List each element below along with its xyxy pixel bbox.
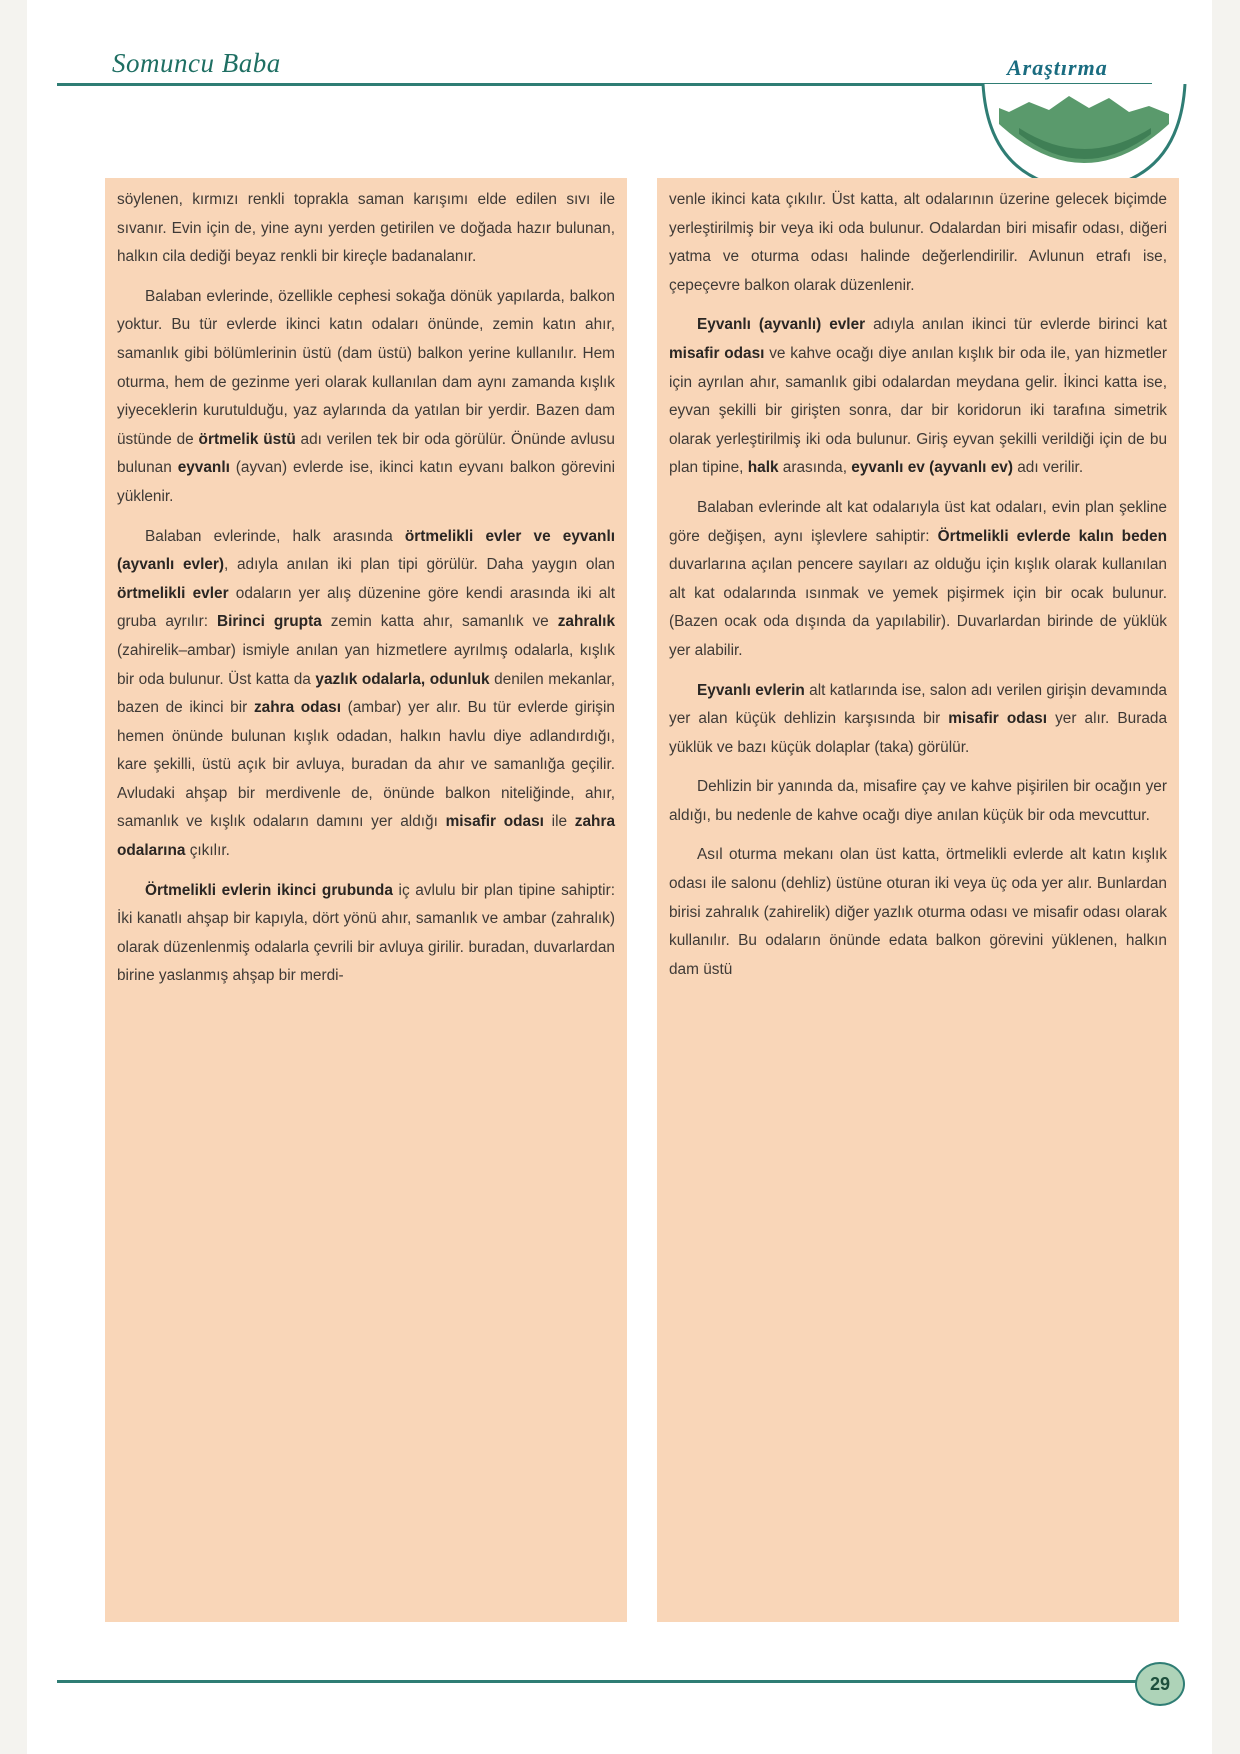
paragraph-text: ve kahve ocağı diye anılan kışlık bir oda ile, yan hizmetler için ayrılan ahır, samanlık gibi odalardan meydana gelir. İkinci katta ise, eyvan şekilli bir girişten sonra, dar bir koridorun iki tarafına simetrik olarak yerleştirilmiş iki oda bulunur. Giriş eyvan şekilli verildiği için de bu plan tipine, [669, 344, 1167, 477]
paragraph-text: venle ikinci kata çıkılır. Üst katta, alt odalarının üzerine gelecek biçimde yerleştirilmiş bir veya iki oda bulunur. Odalardan biri misafir odası, diğeri yatma ve oturma odası halinde değerlendirilir. Avlunun etrafı ise, çepeçevre balkon olarak düzenlenir. [669, 191, 1167, 294]
term-ortmelik-ustu: örtmelik üstü [198, 430, 296, 448]
paragraph [117, 877, 615, 991]
article-body [105, 178, 1197, 1622]
paragraph [669, 311, 1167, 483]
text-column-right [657, 178, 1179, 1622]
paragraph-text: Balaban evlerinde, halk arasında [145, 527, 405, 545]
paragraph-text: Balaban evlerinde alt kat odalarıyla üst kat odaları, evin plan şekline göre değişen, aynı işlevlere sahiptir: [669, 498, 1167, 545]
paragraph [669, 773, 1167, 830]
paragraph [669, 841, 1167, 984]
term-misafir-odasi: misafir odası [445, 813, 544, 831]
paragraph-text: arasında, [778, 459, 852, 477]
term-halk: halk [747, 459, 779, 477]
paragraph-text: Balaban evlerinde, özellikle cephesi sokağa dönük yapılarda, balkon yoktur. Bu tür evlerde ikinci katın odaları önünde, zemin katın ahır, samanlık gibi bölümlerinin üstü (dam üstü) balkon yerine kullanılır. Hem oturma, hem de gezinme yeri olarak kullanılan dam aynı zamanda kışlık yiyeceklerin kurutulduğu, yaz aylarında da yatılan bir yerdir. Bazen dam üstünde de [117, 287, 615, 448]
paragraph-text: çıkılır. [185, 842, 230, 860]
paragraph [669, 186, 1167, 300]
paragraph [117, 186, 615, 272]
text-column-left [105, 178, 627, 1622]
paragraph-text: zemin katta ahır, samanlık ve [321, 613, 558, 631]
paragraph-text: yer alır. Burada yüklük ve bazı küçük dolaplar (taka) görülür. [669, 710, 1167, 756]
page-number: 29 [1135, 1662, 1185, 1706]
paragraph-text: iç avlulu bir plan tipine sahiptir: İki kanatlı ahşap bir kapıyla, dört yönü ahır, samanlık ve ambar (zahralık) olarak düzenlenmiş odalarla çevrili bir avluya girilir. buradan, duvarlardan birine yaslanmış ahşap bir merdi- [117, 881, 615, 985]
term-eyvanli-evlerin: Eyvanlı evlerin [697, 681, 805, 699]
term-eyvanli-evler: Eyvanlı (ayvanlı) evler [697, 316, 866, 334]
footer-rule [57, 1680, 1152, 1683]
paragraph-text: , adıyla anılan iki plan tipi görülür. Daha yaygın olan [224, 556, 615, 574]
term-zahra-odalarina: zahra odalarına [117, 813, 616, 860]
term-misafir-odasi: misafir odası [948, 710, 1048, 728]
term-misafir-odasi: misafir odası [669, 344, 765, 362]
term-zahra-odasi: zahra odası [253, 699, 341, 717]
paragraph-text: adı verilir. [1012, 459, 1084, 477]
paragraph-text: adıyla anılan ikinci tür evlerde birinci kat [865, 316, 1167, 334]
paragraph-text: denilen mekanlar, bazen de ikinci bir [117, 670, 615, 717]
paragraph-text: adı verilen tek bir oda görülür. Önünde avlusu bulunan [117, 430, 615, 477]
term-yazlik-odalar: yazlık odalarla, odunluk [315, 670, 490, 688]
term-eyvanli-ev: eyvanlı ev (ayvanlı ev) [851, 459, 1013, 477]
magazine-title: Somuncu Baba [112, 48, 281, 78]
paragraph-text: odaların yer alış düzenine göre kendi arasında iki alt gruba ayrılır: [117, 584, 615, 631]
paragraph-text: ile [543, 813, 575, 831]
term-eyvanli: eyvanlı [177, 459, 230, 477]
paragraph [117, 283, 615, 512]
paragraph-text: duvarlarına açılan pencere sayıları az olduğu için kışlık olarak kullanılan alt kat odalarında ısınmak ve yemek pişirmek için bir ocak bulunur. (Bazen ocak oda dışında da yapılabilir). Duvarlardan birinde de yüklük yer alabilir. [669, 556, 1167, 659]
term-ortmelikli-evler: örtmelikli evler [117, 584, 229, 602]
section-label: Araştırma [1007, 55, 1108, 80]
term-ikinci-grup: Örtmelikli evlerin ikinci grubunda [145, 881, 393, 899]
paragraph-text: (zahirelik–ambar) ismiyle anılan yan hizmetlere ayrılmış odalarla, kışlık bir oda bulunur. Üst katta da [117, 641, 615, 688]
magazine-page [27, 0, 1212, 1754]
term-kalin-beden: Örtmelikli evlerde kalın beden [937, 527, 1168, 545]
paragraph-text: (ayvan) evlerde ise, ikinci katın eyvanı balkon görevini yüklenir. [117, 459, 615, 505]
term-birinci-grupta: Birinci grupta [217, 613, 322, 631]
paragraph [669, 677, 1167, 763]
paragraph-text: Dehlizin bir yanında da, misafire çay ve kahve pişirilen bir ocağın yer aldığı, bu nedenle de kahve ocağı diye anılan küçük bir oda mevcuttur. [669, 778, 1167, 824]
paragraph-text: alt katlarında ise, salon adı verilen girişin devamında yer alan küçük dehlizin karşısında bir [669, 681, 1167, 728]
paragraph-text: (ambar) yer alır. Bu tür evlerde girişin hemen önünde bulunan kışlık odadan, halkın havlu diye adlandırdığı, kare şekilli, üstü açık bir avluya, buradan da ahır ve samanlığa geçilir. Avludaki ahşap bir merdivenle de, önünde balkon niteliğinde, ahır, samanlık ve kışlık odaların damını yer aldığı [117, 699, 615, 831]
term-ortmelikli-eyvanli-evler: örtmelikli evler ve eyvanlı (ayvanlı evler) [117, 527, 615, 574]
section-badge-landscape-icon [979, 84, 1189, 192]
paragraph-text: söylenen, kırmızı renkli toprakla saman karışımı elde edilen sıvı ile sıvanır. Evin için de, yine aynı yerden getirilen ve doğada hazır bulunan, halkın cila dediği beyaz renkli bir kireçle badanalanır. [117, 191, 615, 266]
paragraph-text: Asıl oturma mekanı olan üst katta, örtmelikli evlerde alt katın kışlık odası ile salonu (dehliz) üstüne oturan iki veya üç oda yer alır. Bunlardan birisi zahralık (zahirelik) diğer yazlık oturma odası ve misafir odası olarak kullanılır. Bu odaların önünde edata balkon görevini yüklenen, halkın dam üstü [669, 846, 1167, 978]
paragraph [117, 523, 615, 866]
term-zahralik: zahralık [557, 613, 616, 631]
paragraph [669, 494, 1167, 666]
